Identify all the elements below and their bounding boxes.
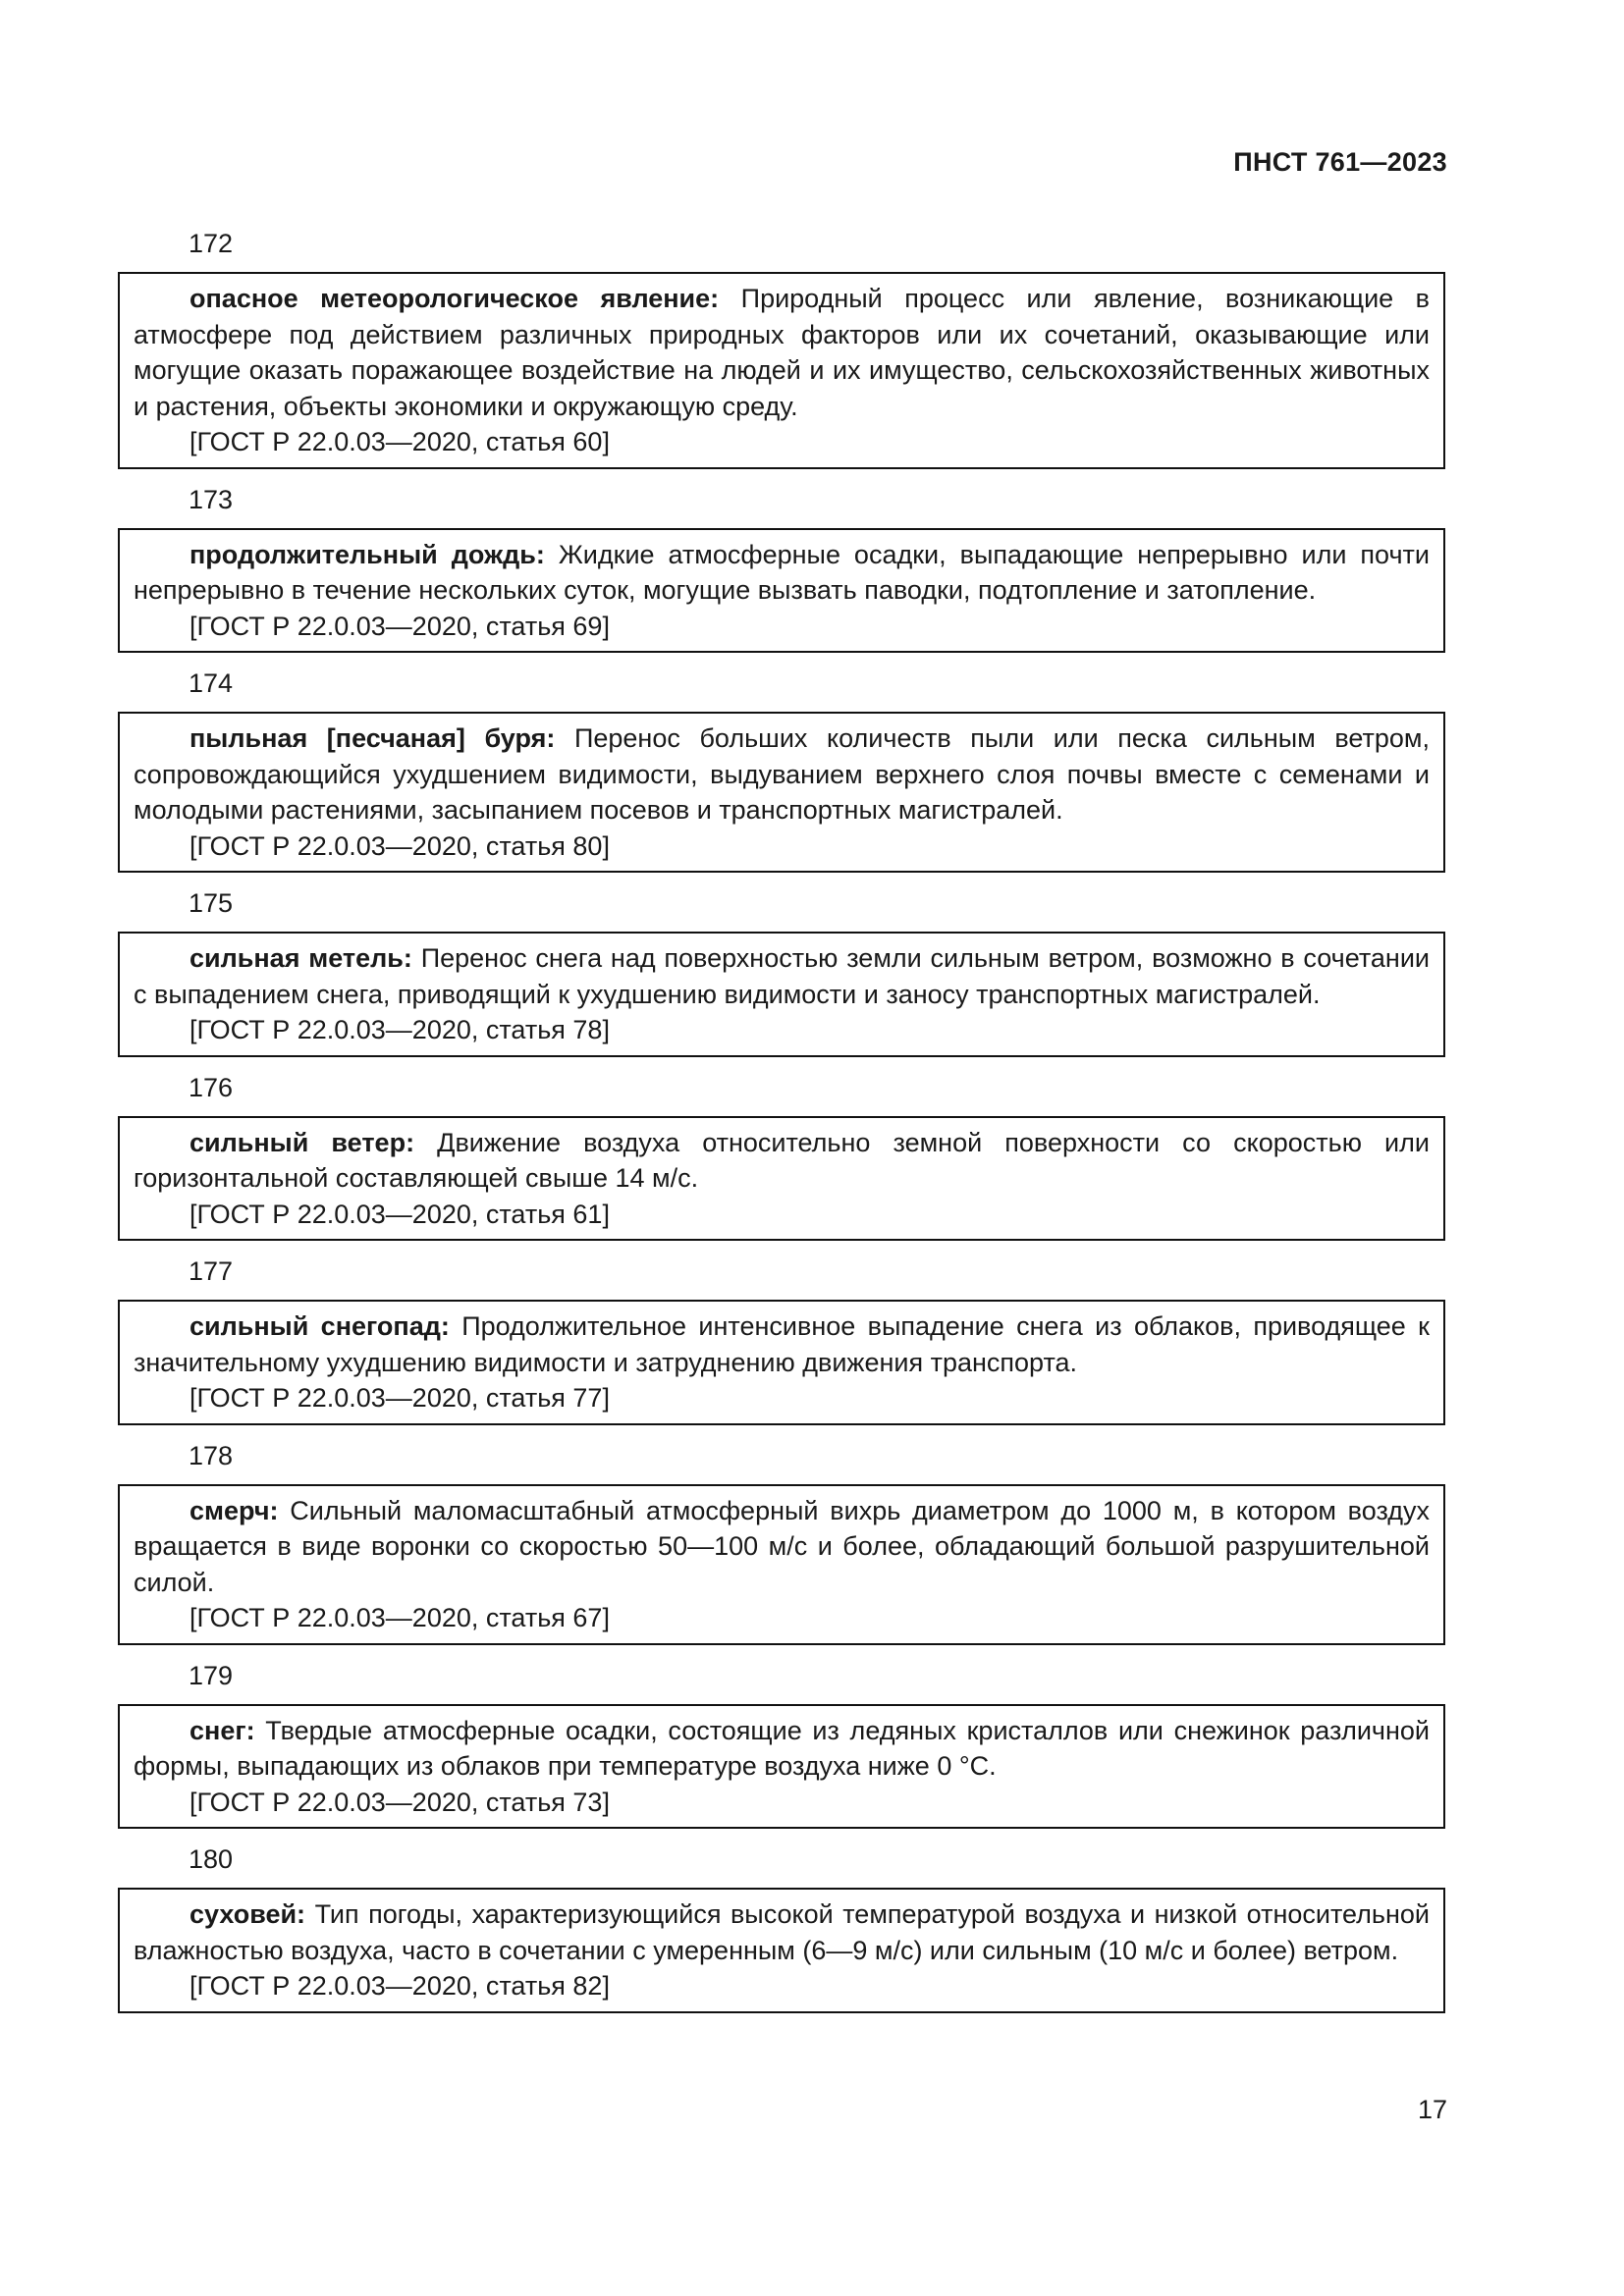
- term-entry: [118, 482, 1445, 654]
- term-name: продолжительный дождь:: [189, 539, 545, 569]
- term-box: [118, 1888, 1445, 2013]
- term-entry: [118, 666, 1445, 873]
- term-definition: Продолжительное интенсивное выпадение снега из облаков, приводящее к значительному ухудшению видимости и затруднению движения транспорта.: [134, 1311, 1430, 1377]
- source-reference: [ГОСТ Р 22.0.03—2020, статья 60]: [189, 427, 610, 456]
- source-reference: [ГОСТ Р 22.0.03—2020, статья 69]: [189, 611, 610, 641]
- entry-number: 174: [189, 668, 234, 698]
- term-definition: Сильный маломасштабный атмосферный вихрь диаметром до 1000 м, в котором воздух вращается в виде воронки со скоростью 50—100 м/с и более, обладающий большой разрушительной силой.: [134, 1495, 1430, 1597]
- definition-text: [134, 281, 1430, 424]
- term-entry: [118, 1658, 1445, 1830]
- definition-text: [134, 1896, 1430, 1968]
- definition-text: [134, 1493, 1430, 1601]
- document-id-header: ПНСТ 761—2023: [1233, 147, 1447, 177]
- term-name: сильный снегопад:: [189, 1311, 450, 1341]
- entry-number: 175: [189, 888, 234, 918]
- terms-list: [118, 226, 1445, 2026]
- definition-text: [134, 1713, 1430, 1785]
- term-definition: Перенос снега над поверхностью земли сильным ветром, возможно в сочетании с выпадением снега, приводящий к ухудшению видимости и заносу транспортных магистралей.: [134, 943, 1430, 1009]
- entry-number: 176: [189, 1072, 234, 1102]
- term-box: [118, 1704, 1445, 1830]
- source-reference: [ГОСТ Р 22.0.03—2020, статья 77]: [189, 1383, 610, 1413]
- entry-number: 179: [189, 1660, 234, 1690]
- term-name: сильный ветер:: [189, 1127, 415, 1157]
- term-name: сильная метель:: [189, 943, 412, 973]
- term-definition: Перенос больших количеств пыли или песка сильным ветром, сопровождающийся ухудшением видимости, выдуванием верхнего слоя почвы вместе с семенами и молодыми растениями, засыпанием посевов и транспортных магистралей.: [134, 723, 1430, 825]
- term-definition: Движение воздуха относительно земной поверхности со скоростью или горизонтальной составляющей свыше 14 м/с.: [134, 1127, 1430, 1193]
- term-entry: [118, 1842, 1445, 2013]
- source-reference: [ГОСТ Р 22.0.03—2020, статья 67]: [189, 1603, 610, 1632]
- entry-number: 180: [189, 1844, 234, 1874]
- term-name: суховей:: [189, 1899, 306, 1929]
- entry-number: 172: [189, 229, 234, 258]
- term-entry: [118, 1438, 1445, 1645]
- definition-text: [134, 1125, 1430, 1197]
- term-definition: Жидкие атмосферные осадки, выпадающие непрерывно или почти непрерывно в течение нескольких суток, могущие вызвать паводки, подтопление и затопление.: [134, 539, 1430, 605]
- term-name: снег:: [189, 1715, 255, 1745]
- definition-text: [134, 940, 1430, 1012]
- term-box: [118, 272, 1445, 469]
- entry-number: 173: [189, 484, 234, 514]
- term-name: смерч:: [189, 1495, 279, 1525]
- entry-number: 178: [189, 1440, 234, 1470]
- term-name: пыльная [песчаная] буря:: [189, 723, 556, 753]
- term-box: [118, 1116, 1445, 1242]
- source-reference: [ГОСТ Р 22.0.03—2020, статья 73]: [189, 1787, 610, 1817]
- term-definition: Тип погоды, характеризующийся высокой температурой воздуха и низкой относительной влажностью воздуха, часто в сочетании с умеренным (6—9 м/с) или сильным (10 м/с и более) ветром.: [134, 1899, 1430, 1965]
- definition-text: [134, 537, 1430, 609]
- term-box: [118, 932, 1445, 1057]
- term-name: опасное метеорологическое явление:: [189, 284, 720, 313]
- source-reference: [ГОСТ Р 22.0.03—2020, статья 78]: [189, 1015, 610, 1044]
- term-definition: Твердые атмосферные осадки, состоящие из ледяных кристаллов или снежинок различной формы, выпадающих из облаков при температуре воздуха ниже 0 °С.: [134, 1715, 1430, 1781]
- source-reference: [ГОСТ Р 22.0.03—2020, статья 61]: [189, 1199, 610, 1229]
- term-definition: Природный процесс или явление, возникающие в атмосфере под действием различных природных факторов или их сочетаний, оказывающие или могущие оказать поражающее воздействие на людей и их имущество, сельскохозяйственных животных и растения, объекты экономики и окружающую среду.: [134, 284, 1430, 421]
- page-number: 17: [1417, 2095, 1447, 2124]
- source-reference: [ГОСТ Р 22.0.03—2020, статья 80]: [189, 830, 610, 861]
- definition-text: [134, 1308, 1430, 1380]
- term-entry: [118, 885, 1445, 1057]
- term-box: [118, 528, 1445, 654]
- term-entry: [118, 1254, 1445, 1425]
- term-entry: [118, 226, 1445, 469]
- term-box: [118, 712, 1445, 873]
- term-entry: [118, 1070, 1445, 1242]
- term-box: [118, 1484, 1445, 1645]
- definition-text: [134, 721, 1430, 828]
- source-reference: [ГОСТ Р 22.0.03—2020, статья 82]: [189, 1971, 610, 2001]
- entry-number: 177: [189, 1256, 234, 1286]
- term-box: [118, 1300, 1445, 1425]
